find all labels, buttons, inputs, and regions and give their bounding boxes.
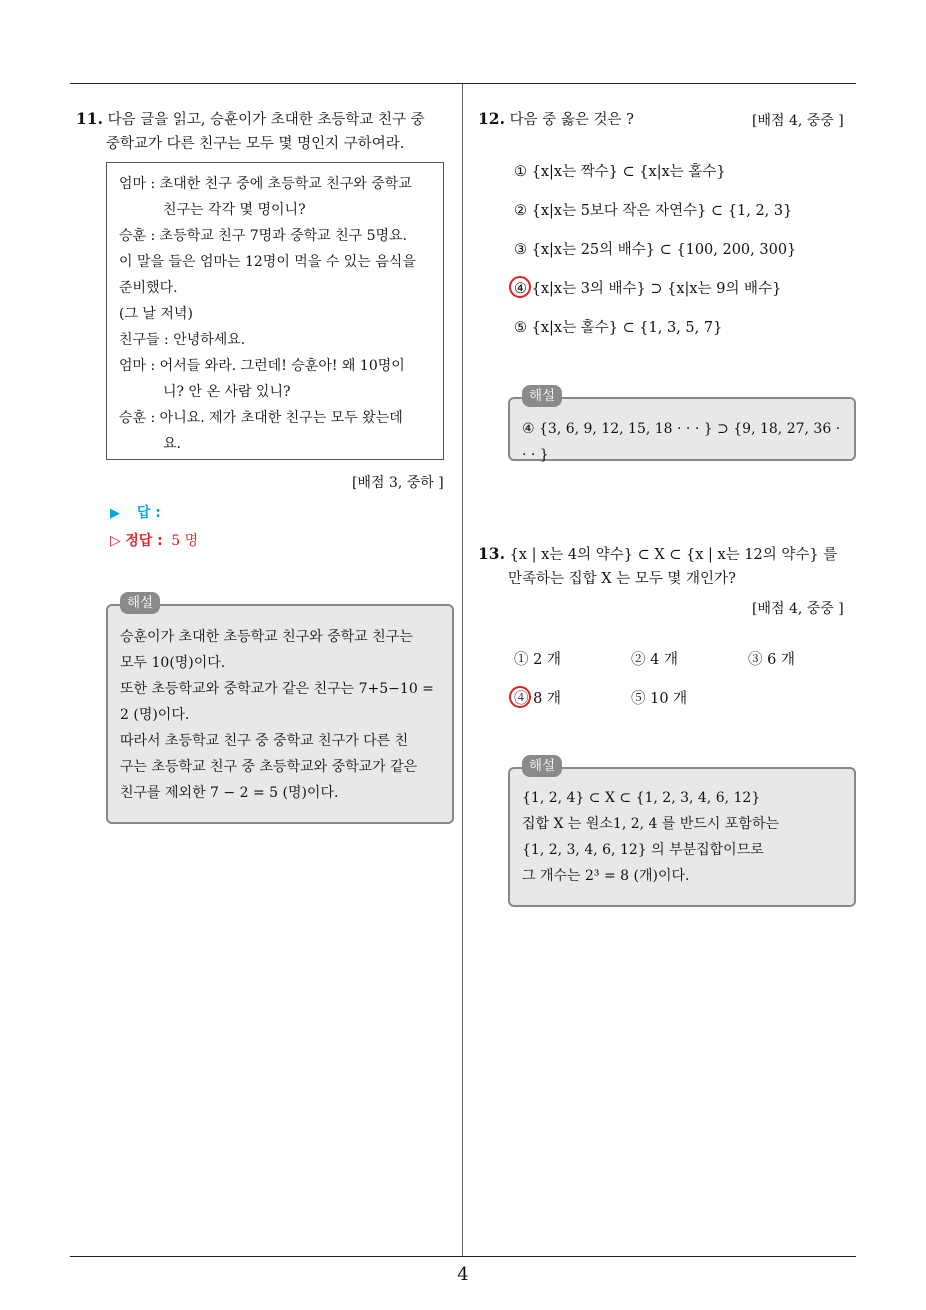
- solution-tag: 해설: [120, 592, 160, 614]
- q11-solution-box: [106, 595, 454, 824]
- q11-score: [배점 3, 중하 ]: [352, 475, 444, 491]
- q13-option-5[interactable]: ⑤ 10 개: [631, 691, 688, 707]
- dialogue-line: 준비했다.: [119, 280, 178, 296]
- solution-tag: 해설: [522, 755, 562, 777]
- solution-line: 2 (명)이다.: [120, 707, 190, 723]
- dialogue-line: 친구는 각각 몇 명이니?: [163, 202, 306, 218]
- solution-line: 모두 10(명)이다.: [120, 655, 226, 671]
- q13-score: [배점 4, 중중 ]: [752, 601, 844, 617]
- column-divider: [462, 84, 463, 1256]
- solution-line: 집합 X 는 원소1, 2, 4 를 반드시 포함하는: [522, 816, 780, 832]
- q12-solution-box: [508, 388, 856, 463]
- q11-dialogue-box: [106, 162, 444, 460]
- q13-option-2[interactable]: ② 4 개: [631, 652, 678, 668]
- q12-option-3[interactable]: ③ {x|x는 25의 배수} ⊂ {100, 200, 300}: [514, 242, 797, 258]
- page-number: 4: [457, 1264, 469, 1285]
- solution-body: [120, 624, 442, 806]
- q12-option-4[interactable]: ④ {x|x는 3의 배수} ⊃ {x|x는 9의 배수}: [514, 281, 782, 297]
- solution-body: [522, 416, 844, 468]
- solution-line: 따라서 초등학교 친구 중 중학교 친구가 다른 친: [120, 733, 409, 749]
- dialogue-line: 승훈 : 초등학교 친구 7명과 중학교 친구 5명요.: [119, 228, 408, 244]
- q12-selected-circle: [509, 276, 531, 298]
- q13-selected-circle: [509, 686, 531, 708]
- play-arrow-icon: ▶: [110, 506, 120, 521]
- header-rule: [70, 83, 856, 84]
- solution-line: 또한 초등학교와 중학교가 같은 친구는 7+5−10 =: [120, 681, 434, 697]
- q12-option-2[interactable]: ② {x|x는 5보다 작은 자연수} ⊂ {1, 2, 3}: [514, 203, 793, 219]
- correct-label: 정답 :: [125, 533, 163, 549]
- dialogue-line: 엄마 : 어서들 와라. 그런데! 승훈아! 왜 10명이: [119, 358, 405, 374]
- q13-solution-box: [508, 758, 856, 907]
- solution-line: {1, 2, 4} ⊂ X ⊂ {1, 2, 3, 4, 6, 12}: [522, 790, 761, 806]
- dialogue-line: 이 말을 들은 엄마는 12명이 먹을 수 있는 음식을: [119, 254, 416, 270]
- q13-option-1[interactable]: ① 2 개: [514, 652, 561, 668]
- q12-option-1[interactable]: ① {x|x는 짝수} ⊂ {x|x는 홀수}: [514, 164, 726, 180]
- solution-line: 그 개수는 2³ = 8 (개)이다.: [522, 868, 690, 884]
- q13-text-line2: 만족하는 집합 X 는 모두 몇 개인가?: [508, 571, 736, 587]
- q11-correct-answer-row: [110, 530, 198, 550]
- solution-tag: 해설: [522, 385, 562, 407]
- dialogue-line: (그 날 저녁): [119, 306, 193, 322]
- dialogue-line: 요.: [163, 436, 181, 452]
- q12-score: [배점 4, 중중 ]: [752, 113, 844, 129]
- q13-option-3[interactable]: ③ 6 개: [748, 652, 795, 668]
- q12-option-5[interactable]: ⑤ {x|x는 홀수} ⊂ {1, 3, 5, 7}: [514, 320, 723, 336]
- q13-text-line1: {x | x는 4의 약수} ⊂ X ⊂ {x | x는 12의 약수} 를: [509, 547, 838, 563]
- q13-number: 13.: [478, 544, 505, 563]
- q12-number: 12.: [478, 109, 505, 128]
- dialogue-line: 승훈 : 아니요. 제가 초대한 친구는 모두 왔는데: [119, 410, 403, 426]
- q12-text: 다음 중 옳은 것은 ?: [509, 112, 634, 128]
- solution-line: ④ {3, 6, 9, 12, 15, 18 · · · } ⊃ {9, 18, 27, 36 · · · }: [522, 421, 841, 463]
- answer-label: 답 :: [136, 505, 161, 521]
- q11-question: [76, 107, 456, 156]
- dialogue-line: 친구들 : 안녕하세요.: [119, 332, 246, 348]
- dialogue-line: 엄마 : 초대한 친구 중에 초등학교 친구와 중학교: [119, 176, 412, 192]
- footer-rule: [70, 1256, 856, 1257]
- correct-value: 5 명: [171, 533, 199, 549]
- q11-number: 11.: [76, 109, 103, 128]
- q12-question: [478, 107, 634, 132]
- q13-option-4[interactable]: ④ 8 개: [514, 691, 561, 707]
- dialogue-line: 니? 안 온 사람 있니?: [163, 384, 291, 400]
- q11-text-line1: 다음 글을 읽고, 승훈이가 초대한 초등학교 친구 중: [107, 112, 425, 128]
- solution-line: 승훈이가 초대한 초등학교 친구와 중학교 친구는: [120, 629, 413, 645]
- q11-answer-row: [110, 502, 161, 522]
- outline-arrow-icon: ▷: [110, 533, 121, 549]
- solution-line: 친구를 제외한 7 − 2 = 5 (명)이다.: [120, 785, 339, 801]
- solution-body: [522, 785, 844, 889]
- q13-question: [478, 542, 858, 591]
- q11-text-line2: 중학교가 다른 친구는 모두 몇 명인지 구하여라.: [106, 136, 405, 152]
- solution-line: {1, 2, 3, 4, 6, 12} 의 부분집합이므로: [522, 842, 764, 858]
- solution-line: 구는 초등학교 친구 중 초등학교와 중학교가 같은: [120, 759, 418, 775]
